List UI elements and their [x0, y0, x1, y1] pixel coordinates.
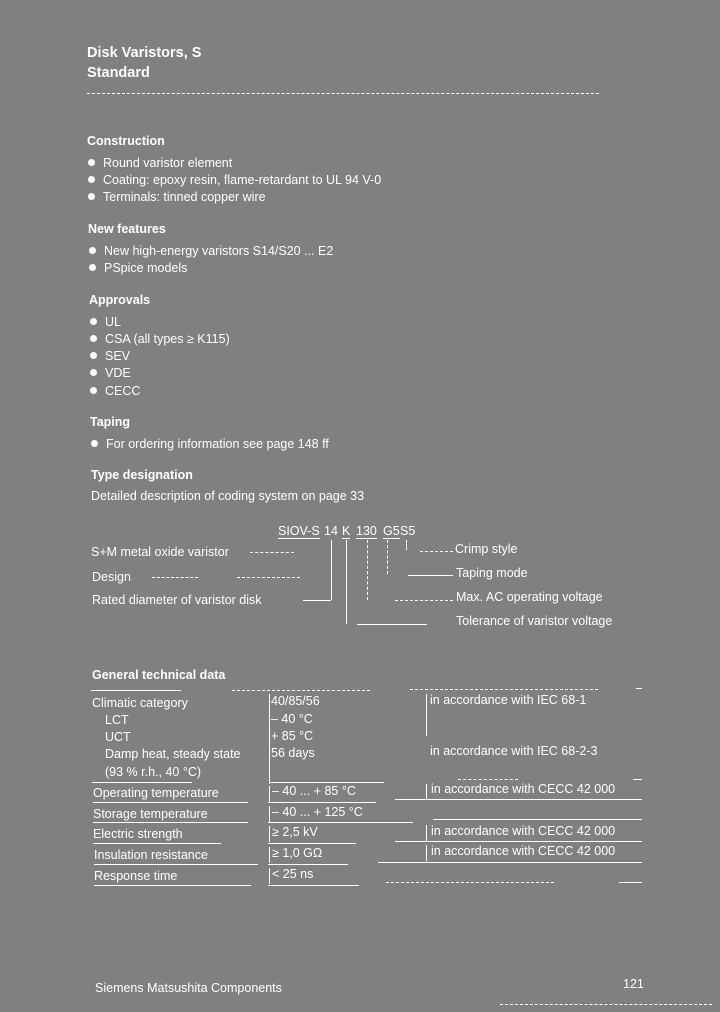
table-cell-param: Response time — [94, 869, 178, 883]
table-cell-param: Electric strength — [93, 827, 183, 841]
code-part-diameter: 14 — [324, 524, 338, 538]
table-cell-note: in accordance with CECC 42 000 — [431, 844, 616, 858]
list-item: UL — [90, 315, 121, 329]
table-rule — [268, 802, 376, 803]
table-separator — [426, 845, 427, 861]
table-separator — [269, 806, 270, 822]
table-cell-value: ≥ 2,5 kV — [272, 825, 318, 839]
table-separator — [269, 826, 270, 842]
table-rule — [93, 843, 221, 844]
table-cell-note: in accordance with IEC 68-2-3 — [430, 744, 598, 758]
footer-rule — [500, 1004, 712, 1005]
label-design: Design — [92, 570, 131, 584]
table-rule — [93, 822, 248, 823]
table-rule — [378, 862, 642, 863]
connector-line — [395, 600, 453, 601]
table-rule — [458, 779, 518, 780]
general-data-heading: General technical data — [92, 668, 226, 682]
table-cell-param: UCT — [105, 730, 131, 744]
table-cell-note: in accordance with CECC 42 000 — [431, 824, 616, 838]
table-rule — [268, 822, 413, 823]
approvals-heading: Approvals — [89, 293, 151, 307]
code-part-tolerance: K — [342, 524, 351, 538]
type-designation-heading: Type designation — [91, 468, 193, 482]
table-rule — [410, 689, 598, 690]
table-cell-param: (93 % r.h., 40 °C) — [105, 765, 202, 779]
table-rule — [268, 885, 359, 886]
table-rule — [433, 819, 642, 820]
table-separator — [426, 694, 427, 736]
table-cell-param: Climatic category — [92, 696, 188, 710]
table-rule — [395, 841, 642, 842]
table-rule — [633, 779, 642, 780]
table-cell-value: 40/85/56 — [271, 694, 320, 708]
connector-line — [331, 540, 332, 600]
type-designation-description: Detailed description of coding system on page 33 — [91, 489, 365, 503]
code-part-taping: G5 — [383, 524, 400, 538]
list-item: Coating: epoxy resin, flame-retardant to UL 94 V-0 — [88, 173, 381, 187]
table-cell-value: – 40 ... + 125 °C — [272, 805, 363, 819]
table-cell-param: Insulation resistance — [94, 848, 208, 862]
title-rule — [87, 93, 599, 94]
connector-line — [420, 551, 453, 552]
table-cell-param: Damp heat, steady state — [105, 747, 241, 761]
table-separator — [269, 868, 270, 884]
list-item: CSA (all types ≥ K115) — [90, 332, 230, 346]
list-item: Round varistor element — [88, 156, 232, 170]
table-rule — [386, 882, 554, 883]
table-cell-value: + 85 °C — [271, 729, 314, 743]
table-cell-param: LCT — [105, 713, 129, 727]
list-item: VDE — [90, 366, 131, 380]
table-rule — [91, 690, 181, 691]
table-rule — [268, 864, 348, 865]
connector-line — [346, 540, 347, 624]
table-cell-param: Storage temperature — [93, 807, 208, 821]
table-cell-value: ≥ 1,0 GΩ — [272, 846, 323, 860]
list-item: SEV — [90, 349, 130, 363]
table-cell-value: – 40 ... + 85 °C — [272, 784, 356, 798]
new-features-heading: New features — [88, 222, 166, 236]
table-cell-value: 56 days — [271, 746, 315, 760]
table-cell-note: in accordance with IEC 68-1 — [430, 693, 587, 707]
table-rule — [93, 802, 248, 803]
list-item: Terminals: tinned copper wire — [88, 190, 266, 204]
table-rule — [232, 690, 370, 691]
connector-line — [237, 577, 300, 578]
label-taping-mode: Taping mode — [456, 566, 528, 580]
title-line2: Standard — [87, 65, 150, 81]
table-rule — [92, 782, 192, 783]
table-separator — [269, 847, 270, 863]
table-cell-param: Operating temperature — [93, 786, 219, 800]
label-rated-diameter: Rated diameter of varistor disk — [92, 593, 262, 607]
table-rule — [619, 882, 642, 883]
table-separator — [426, 825, 427, 841]
table-rule — [94, 885, 251, 886]
label-voltage-tolerance: Tolerance of varistor voltage — [456, 614, 613, 628]
connector-line — [408, 575, 453, 576]
table-rule — [270, 782, 384, 783]
list-item: PSpice models — [89, 261, 187, 275]
table-rule — [94, 864, 258, 865]
footer-company: Siemens Matsushita Components — [95, 981, 282, 995]
connector-line — [367, 540, 368, 600]
taping-heading: Taping — [90, 415, 131, 429]
table-cell-value: < 25 ns — [272, 867, 314, 881]
table-rule — [636, 688, 642, 689]
connector-line — [250, 552, 294, 553]
table-cell-note: in accordance with CECC 42 000 — [431, 782, 616, 796]
code-part-series: SIOV-S — [278, 524, 320, 538]
connector-line — [303, 600, 331, 601]
construction-heading: Construction — [87, 134, 165, 148]
code-part-crimp: S5 — [400, 524, 416, 538]
table-separator — [269, 786, 270, 802]
connector-line — [357, 624, 427, 625]
label-manufacturer: S+M metal oxide varistor — [91, 545, 229, 559]
table-cell-value: – 40 °C — [271, 712, 313, 726]
code-part-voltage: 130 — [356, 524, 377, 538]
table-separator — [269, 694, 270, 784]
label-crimp-style: Crimp style — [455, 542, 518, 556]
table-separator — [426, 784, 427, 800]
list-item: For ordering information see page 148 ff — [91, 437, 329, 451]
connector-line — [152, 577, 198, 578]
connector-line — [387, 540, 388, 574]
list-item: New high-energy varistors S14/S20 ... E2 — [89, 244, 333, 258]
table-rule — [268, 843, 356, 844]
label-max-ac-voltage: Max. AC operating voltage — [456, 590, 603, 604]
list-item: CECC — [90, 384, 140, 398]
table-rule — [395, 799, 642, 800]
connector-line — [406, 540, 407, 550]
title-line1: Disk Varistors, S — [87, 45, 202, 61]
page-number: 121 — [623, 977, 644, 991]
